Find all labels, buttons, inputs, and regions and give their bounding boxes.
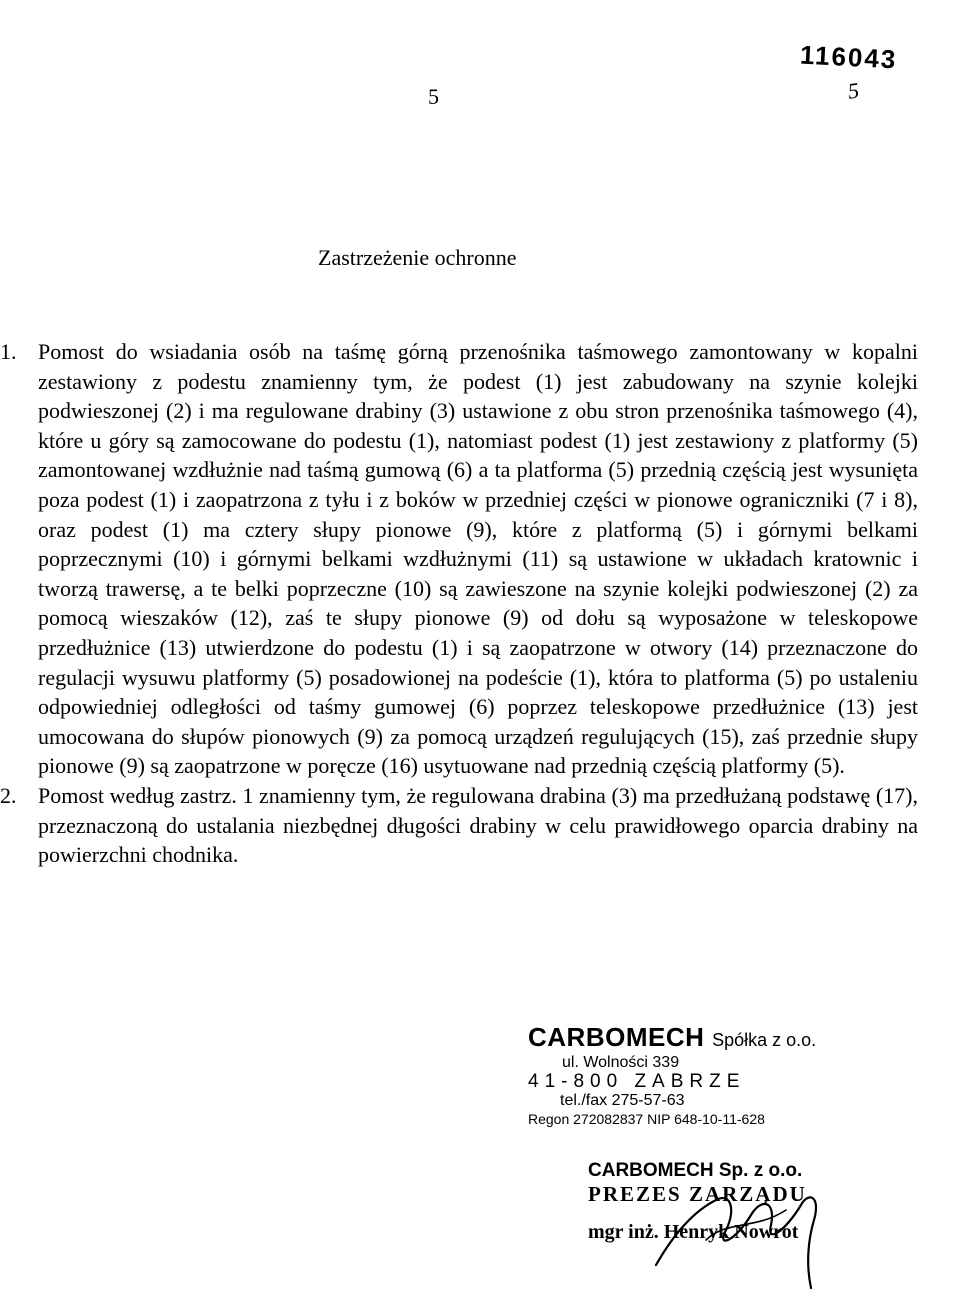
document-number-suffix: 5 [846, 77, 861, 104]
company-stamp-tel: tel./fax 275-57-63 [560, 1092, 685, 1109]
document-number: 116043 [799, 39, 899, 75]
signature-stamp-name: mgr inż. Henryk Nowrot [588, 1221, 799, 1243]
document-title: Zastrzeżenie ochronne [318, 245, 517, 270]
company-stamp-city: 41-800 ZABRZE [528, 1071, 746, 1092]
claims-list [0, 337, 960, 870]
claim-number: 2. [0, 782, 17, 808]
claim-text: Pomost według zastrz. 1 znamienny tym, że regulowana drabina (3) ma przedłużaną podstawę (17), przeznaczoną do ustalania niezbędnej długości drabiny w celu prawidłowego oparcia drabiny na powierzchni chodnika. [38, 782, 918, 868]
company-stamp-brand-line [528, 1022, 828, 1053]
company-stamp-street: ul. Wolności 339 [562, 1054, 680, 1071]
claim-number: 1. [0, 339, 17, 364]
company-stamp-regon: Regon 272082837 NIP 648-10-11-628 [528, 1111, 765, 1127]
signature-stamp-role: PREZES ZARZĄDU [588, 1182, 807, 1206]
claim-item [0, 337, 960, 781]
handwritten-signature [636, 1170, 846, 1290]
claim-text: Pomost do wsiadania osób na taśmę górną przenośnika taśmowego zamontowany w kopalni zestawiony z podestu znamienny tym, że podest (1) jest zabudowany na szynie kolejki podwieszonej (2) i ma regulowane drabiny (3) ustawione z obu stron przenośnika taśmowego (4), które u góry są zamocowane do podestu (1), natomiast podest (1) jest zestawiony z platformy (5) zamontowanej wzdłużnie nad taśmą gumową (6) a ta platforma (5) przednią częścią jest wysunięta poza podest (1) i zaopatrzona z tyłu i z boków w przedniej części w pionowe ograniczniki (7 i 8), oraz podest (1) ma cztery słupy pionowe (9), które z platformą (5) i górnymi belkami poprzecznymi (10) i górnymi belkami wzdłużnymi (11) są ustawione w układach kratownic i tworzą trawersę, a te belki poprzeczne (10) są zawieszone na szynie kolejki podwieszonej (2) za pomocą wieszaków (12), zaś te słupy pionowe (9) od dołu są wyposażone w teleskopowe przedłużnice (13) utwierdzone do podestu (1) i są zaopatrzone w otwory (14) przeznaczone do regulacji wysuwu platformy (5) posadowionej na podeście (1), która to platforma (5) po ustaleniu odpowiedniej odległości od taśmy gumowej (6) poprzez teleskopowe przedłużnice (13) jest umocowana do słupów pionowych (9) za pomocą urządzeń regulujących (15), zaś przednie słupy pionowe (9) są zaopatrzone w poręcze (16) usytuowane nad przednią częścią platformy (5). [38, 339, 918, 779]
company-stamp-suffix: Spółka z o.o. [712, 1030, 817, 1050]
claim-item [0, 781, 960, 870]
company-stamp [528, 1022, 828, 1129]
company-stamp-brand: CARBOMECH [528, 1022, 705, 1052]
page-number: 5 [428, 84, 439, 109]
signature-stamp-brand: CARBOMECH Sp. z o.o. [588, 1160, 803, 1181]
